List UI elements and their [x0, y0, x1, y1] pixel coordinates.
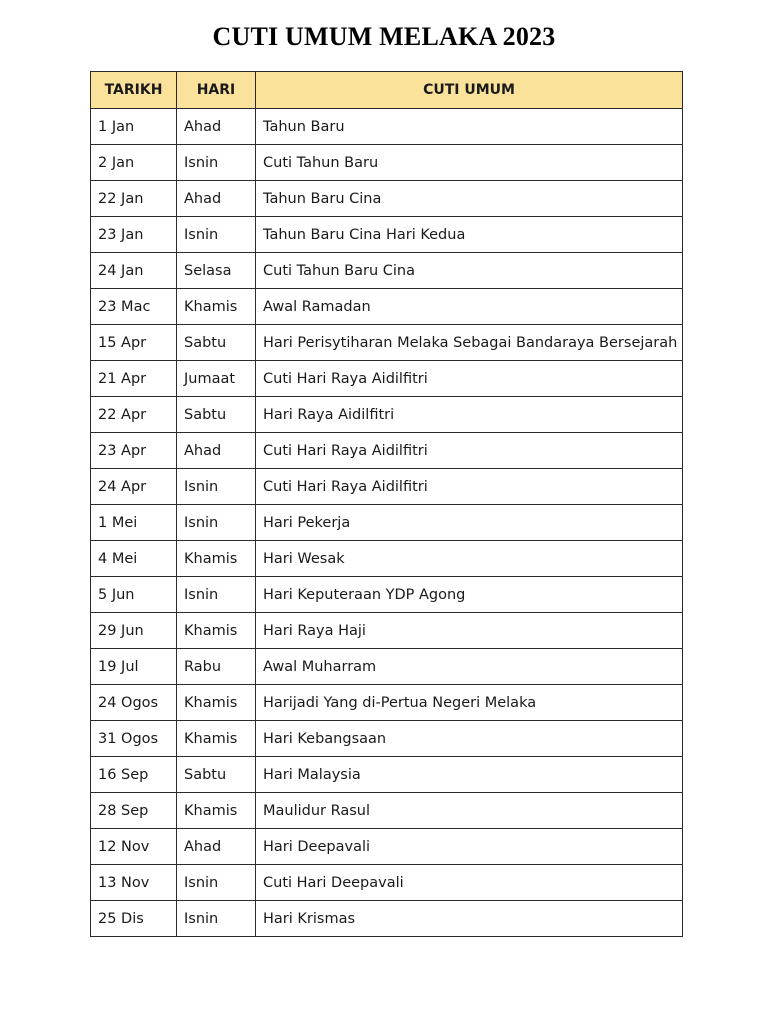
- table-row: [91, 757, 683, 793]
- table-row: [91, 901, 683, 937]
- day-cell: Isnin: [177, 145, 256, 181]
- holiday-cell: Hari Krismas: [256, 901, 683, 937]
- table-body: [91, 109, 683, 937]
- day-cell: Isnin: [177, 505, 256, 541]
- day-cell: Isnin: [177, 217, 256, 253]
- day-cell: Ahad: [177, 433, 256, 469]
- date-cell: 23 Mac: [91, 289, 177, 325]
- holiday-cell: Hari Wesak: [256, 541, 683, 577]
- date-cell: 31 Ogos: [91, 721, 177, 757]
- column-header-date: TARIKH: [91, 72, 177, 109]
- day-cell: Khamis: [177, 613, 256, 649]
- date-cell: 24 Jan: [91, 253, 177, 289]
- day-cell: Sabtu: [177, 397, 256, 433]
- holiday-cell: Maulidur Rasul: [256, 793, 683, 829]
- date-cell: 2 Jan: [91, 145, 177, 181]
- table-row: [91, 433, 683, 469]
- table-row: [91, 577, 683, 613]
- holiday-table: [90, 71, 683, 937]
- day-cell: Sabtu: [177, 325, 256, 361]
- table-row: [91, 289, 683, 325]
- holiday-cell: Tahun Baru Cina Hari Kedua: [256, 217, 683, 253]
- day-cell: Isnin: [177, 469, 256, 505]
- day-cell: Isnin: [177, 901, 256, 937]
- table-row: [91, 865, 683, 901]
- day-cell: Khamis: [177, 541, 256, 577]
- day-cell: Isnin: [177, 577, 256, 613]
- day-cell: Ahad: [177, 829, 256, 865]
- date-cell: 1 Mei: [91, 505, 177, 541]
- date-cell: 1 Jan: [91, 109, 177, 145]
- holiday-cell: Hari Raya Haji: [256, 613, 683, 649]
- column-header-holiday: CUTI UMUM: [256, 72, 683, 109]
- day-cell: Rabu: [177, 649, 256, 685]
- table-row: [91, 613, 683, 649]
- page-title: CUTI UMUM MELAKA 2023: [212, 22, 556, 51]
- date-cell: 24 Apr: [91, 469, 177, 505]
- date-cell: 22 Apr: [91, 397, 177, 433]
- table-row: [91, 181, 683, 217]
- table-row: [91, 361, 683, 397]
- date-cell: 12 Nov: [91, 829, 177, 865]
- holiday-cell: Cuti Hari Raya Aidilfitri: [256, 433, 683, 469]
- day-cell: Ahad: [177, 109, 256, 145]
- table-row: [91, 109, 683, 145]
- date-cell: 16 Sep: [91, 757, 177, 793]
- table-row: [91, 721, 683, 757]
- table-row: [91, 217, 683, 253]
- holiday-cell: Hari Keputeraan YDP Agong: [256, 577, 683, 613]
- day-cell: Khamis: [177, 721, 256, 757]
- date-cell: 21 Apr: [91, 361, 177, 397]
- holiday-cell: Cuti Tahun Baru: [256, 145, 683, 181]
- holiday-cell: Hari Malaysia: [256, 757, 683, 793]
- table-row: [91, 145, 683, 181]
- table-row: [91, 505, 683, 541]
- holiday-cell: Cuti Hari Deepavali: [256, 865, 683, 901]
- date-cell: 19 Jul: [91, 649, 177, 685]
- day-cell: Sabtu: [177, 757, 256, 793]
- date-cell: 24 Ogos: [91, 685, 177, 721]
- holiday-cell: Cuti Hari Raya Aidilfitri: [256, 469, 683, 505]
- day-cell: Isnin: [177, 865, 256, 901]
- date-cell: 5 Jun: [91, 577, 177, 613]
- table-row: [91, 469, 683, 505]
- date-cell: 13 Nov: [91, 865, 177, 901]
- table-row: [91, 541, 683, 577]
- holiday-cell: Hari Pekerja: [256, 505, 683, 541]
- table-row: [91, 253, 683, 289]
- holiday-cell: Hari Perisytiharan Melaka Sebagai Bandaraya Bersejarah: [256, 325, 683, 361]
- day-cell: Khamis: [177, 685, 256, 721]
- day-cell: Jumaat: [177, 361, 256, 397]
- day-cell: Selasa: [177, 253, 256, 289]
- holiday-cell: Awal Muharram: [256, 649, 683, 685]
- table-row: [91, 397, 683, 433]
- column-header-day: HARI: [177, 72, 256, 109]
- date-cell: 25 Dis: [91, 901, 177, 937]
- holiday-cell: Hari Kebangsaan: [256, 721, 683, 757]
- holiday-cell: Awal Ramadan: [256, 289, 683, 325]
- holiday-cell: Hari Deepavali: [256, 829, 683, 865]
- date-cell: 4 Mei: [91, 541, 177, 577]
- holiday-cell: Harijadi Yang di-Pertua Negeri Melaka: [256, 685, 683, 721]
- date-cell: 22 Jan: [91, 181, 177, 217]
- table-header-row: [91, 72, 683, 109]
- table-row: [91, 829, 683, 865]
- holiday-cell: Cuti Hari Raya Aidilfitri: [256, 361, 683, 397]
- holiday-cell: Cuti Tahun Baru Cina: [256, 253, 683, 289]
- table-row: [91, 325, 683, 361]
- date-cell: 29 Jun: [91, 613, 177, 649]
- day-cell: Ahad: [177, 181, 256, 217]
- day-cell: Khamis: [177, 289, 256, 325]
- table-row: [91, 649, 683, 685]
- table-row: [91, 793, 683, 829]
- table-row: [91, 685, 683, 721]
- holiday-cell: Hari Raya Aidilfitri: [256, 397, 683, 433]
- date-cell: 15 Apr: [91, 325, 177, 361]
- holiday-cell: Tahun Baru Cina: [256, 181, 683, 217]
- date-cell: 23 Jan: [91, 217, 177, 253]
- holiday-cell: Tahun Baru: [256, 109, 683, 145]
- date-cell: 28 Sep: [91, 793, 177, 829]
- day-cell: Khamis: [177, 793, 256, 829]
- date-cell: 23 Apr: [91, 433, 177, 469]
